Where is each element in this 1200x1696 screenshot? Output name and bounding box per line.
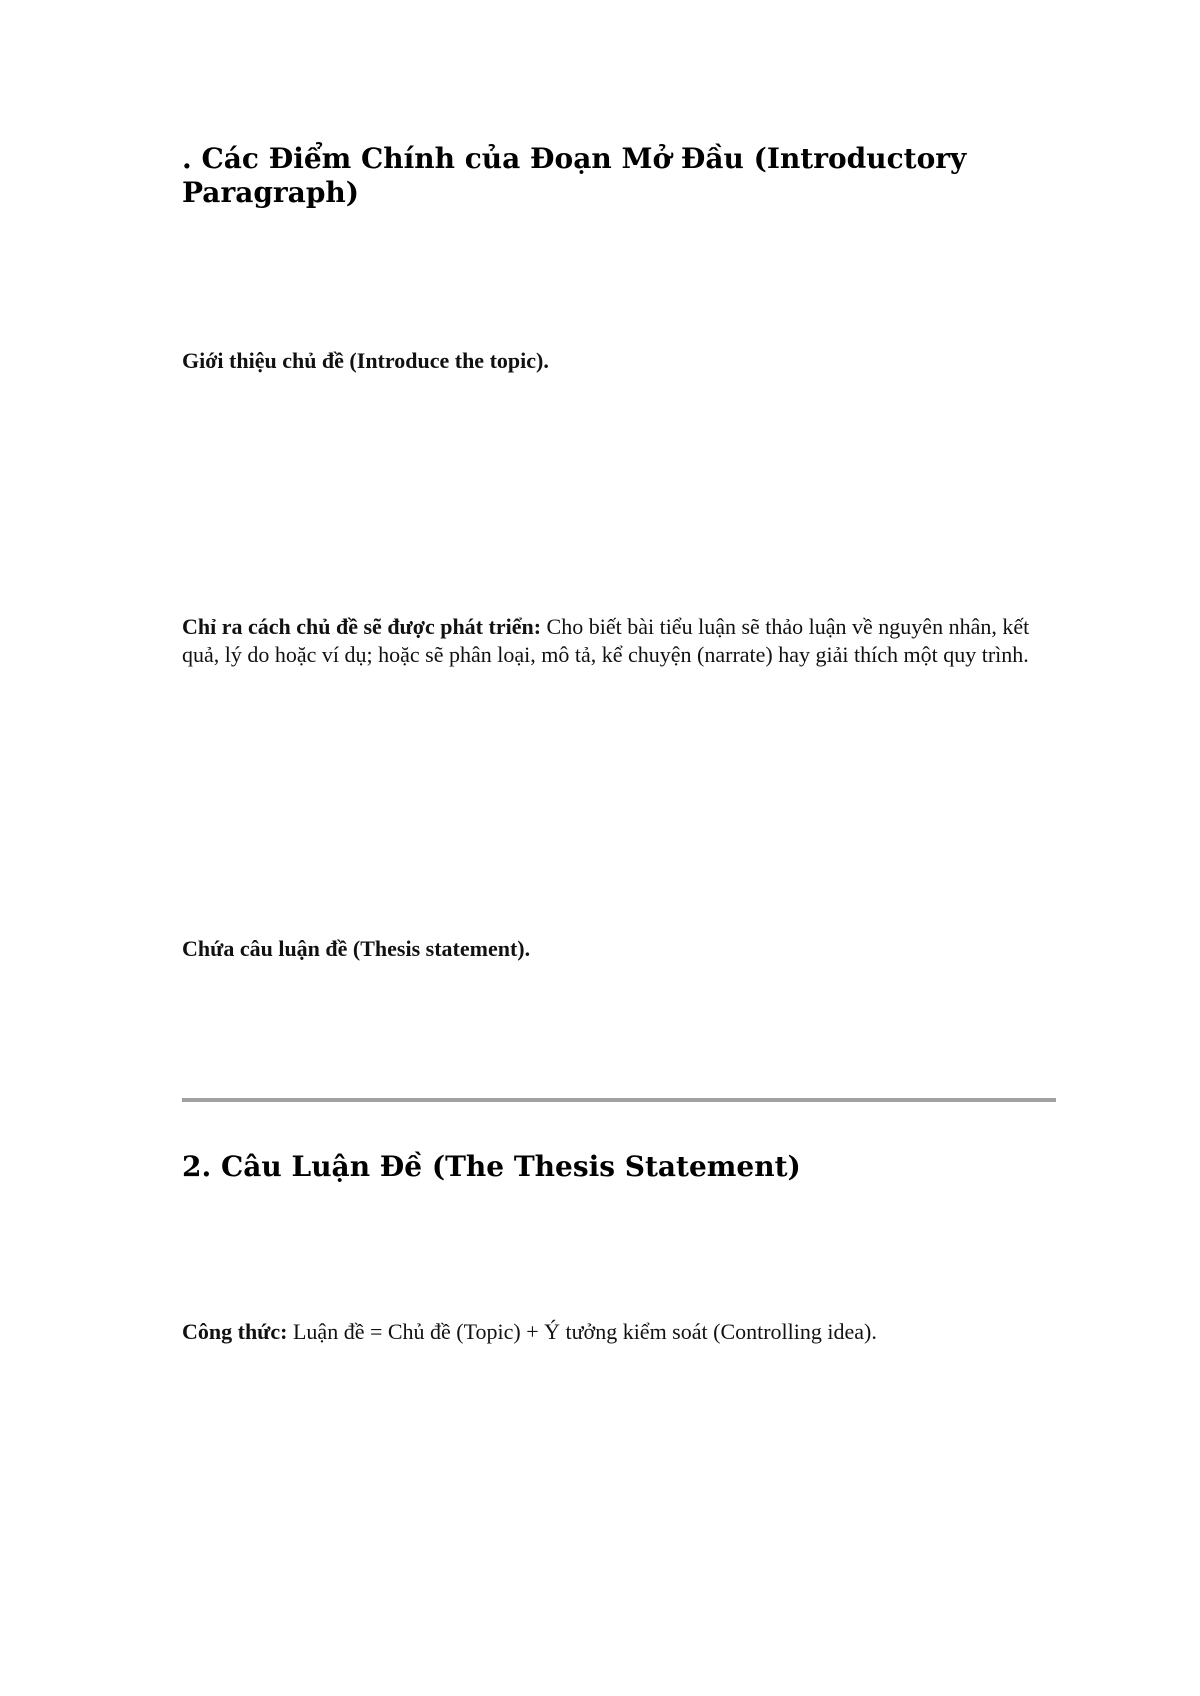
section-1-heading: . Các Điểm Chính của Đoạn Mở Đầu (Introductory Paragraph): [182, 142, 967, 209]
point-introduce-topic: [182, 347, 1062, 375]
section-2-heading: 2. Câu Luận Đề (The Thesis Statement): [182, 1150, 801, 1183]
formula-text: Luận đề = Chủ đề (Topic) + Ý tưởng kiểm soát (Controlling idea).: [287, 1319, 877, 1344]
point-2-label: Chỉ ra cách chủ đề sẽ được phát triển:: [182, 614, 542, 639]
point-development-method: [182, 613, 1062, 669]
point-1-label: Giới thiệu chủ đề (Introduce the topic).: [182, 348, 549, 373]
formula-label: Công thức:: [182, 1319, 288, 1344]
point-2-text: Cho biết bài tiểu luận sẽ thảo luận về nguyên nhân, kết quả, lý do hoặc ví dụ; hoặc sẽ phân loại, mô tả, kể chuyện (narrate) hay giải thích một quy trình.: [182, 614, 1030, 667]
point-thesis-statement: [182, 935, 1062, 963]
point-3-label: Chứa câu luận đề (Thesis statement).: [182, 936, 531, 961]
formula-line: [182, 1318, 1062, 1346]
horizontal-divider: [182, 1098, 1056, 1102]
